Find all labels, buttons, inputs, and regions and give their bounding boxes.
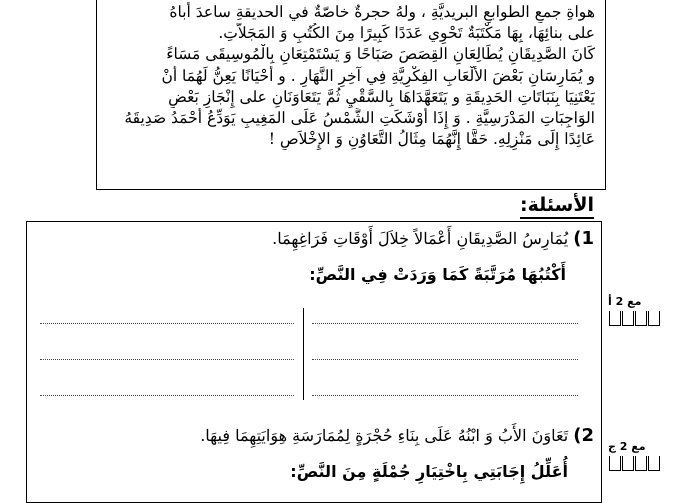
answer-line[interactable]	[40, 323, 294, 324]
passage-line: هواةِ جمعِ الطوابعِ البريديَّةِ ، ولهُ حجرةٌ خاصّةٌ في الحديقةِ ساعدَ أباهُ	[169, 3, 595, 21]
question-2-text: تَعَاوَنَ الأَبُ وَ ابْنُهُ عَلَى بِنَاءِ حُجْرَةٍ لِمُمَارَسَةِ هِوَايَتِهِمَا فِيهَا.	[200, 426, 569, 445]
answer-divider	[303, 308, 304, 400]
passage-line: على بنائِهَا، بِهَا مَكْتَبَةٌ تَحْوِي عَدَدًا كَبِيرًا مِنَ الكُتُبِ وَ المَجَلاَّتِ.	[218, 24, 595, 43]
score-box[interactable]	[648, 311, 660, 326]
score-box[interactable]	[609, 311, 621, 326]
reading-passage	[96, 0, 606, 190]
answer-line[interactable]	[40, 359, 294, 360]
answer-line[interactable]	[312, 395, 578, 396]
answer-line[interactable]	[40, 395, 294, 396]
question-2-instruction: أُعَلِّلُ إِجَابَتِي بِاخْتِيَارِ جُمْلَةٍ مِنَ النَّصِّ:	[290, 462, 568, 481]
answer-line[interactable]	[312, 323, 578, 324]
question-2	[200, 425, 594, 446]
score-box[interactable]	[609, 456, 621, 471]
question-1-text: يُمَارِسُ الصَّدِيقَانِ أَعْمَالاً خِلاَلَ أَوْقَاتِ فَرَاغِهِمَا.	[272, 229, 569, 248]
score-box[interactable]	[622, 311, 634, 326]
score-label-1: مع 2 أ	[608, 295, 642, 308]
passage-line: كَانَ الصَّدِيقَانِ يُطَالِعَانِ القِصَصَ صَبَاحًا وَ يَسْتَمْتِعَانِ بِالْمُوسِيقَى مَسَاءً	[166, 45, 595, 64]
score-box[interactable]	[622, 456, 634, 471]
score-boxes-2	[608, 456, 660, 471]
passage-line: عَائِدًا إِلَى مَنْزِلِهِ. حَقًّا إِنَّهُمَا مِثَالُ التَّعَاوُنِ وَ الإِخْلاَصِ !	[268, 130, 595, 149]
answer-line[interactable]	[312, 359, 578, 360]
score-boxes-1	[608, 311, 660, 326]
question-1	[272, 228, 594, 249]
score-label-2: مع 2 ج	[608, 440, 646, 453]
questions-heading: الأسئلة:	[438, 194, 594, 216]
passage-line: يَعْتَنِيَا بِنَبَاتَاتِ الحَدِيقَةِ و يَتَعَهَّدَاهَا بِالسَّقْيِ ثُمَّ يَتَعَاوَنَانِ على إِنْجَازِ بَعْضِ	[168, 87, 595, 106]
passage-line: و يُمَارِسَانِ بَعْضَ الأَلْعَابِ الفِكْرِيَّةِ فِي آخِرِ النَّهَارِ . و أَحْيَانًا يَعِنُّ لَهُمَا أَنْ	[161, 66, 595, 85]
passage-line: الوَاجِبَاتِ المَدْرَسِيَّةِ . وَ إِذَا أَوْشَكَتِ الشَّمْسُ عَلَى المَغِيبِ يَوَدِّعُ أَحْمَدُ صَدِيقَهُ	[124, 109, 595, 128]
score-box[interactable]	[648, 456, 660, 471]
score-box[interactable]	[635, 456, 647, 471]
score-column-divider	[601, 221, 602, 503]
question-1-instruction: أَكْتُبُهَا مُرَتَّبَةً كَمَا وَرَدَتْ فِي النَّصِّ:	[309, 265, 566, 284]
question-1-number: 1)	[573, 228, 594, 249]
question-2-number: 2)	[573, 425, 594, 446]
score-box[interactable]	[635, 311, 647, 326]
questions-frame	[26, 221, 602, 503]
